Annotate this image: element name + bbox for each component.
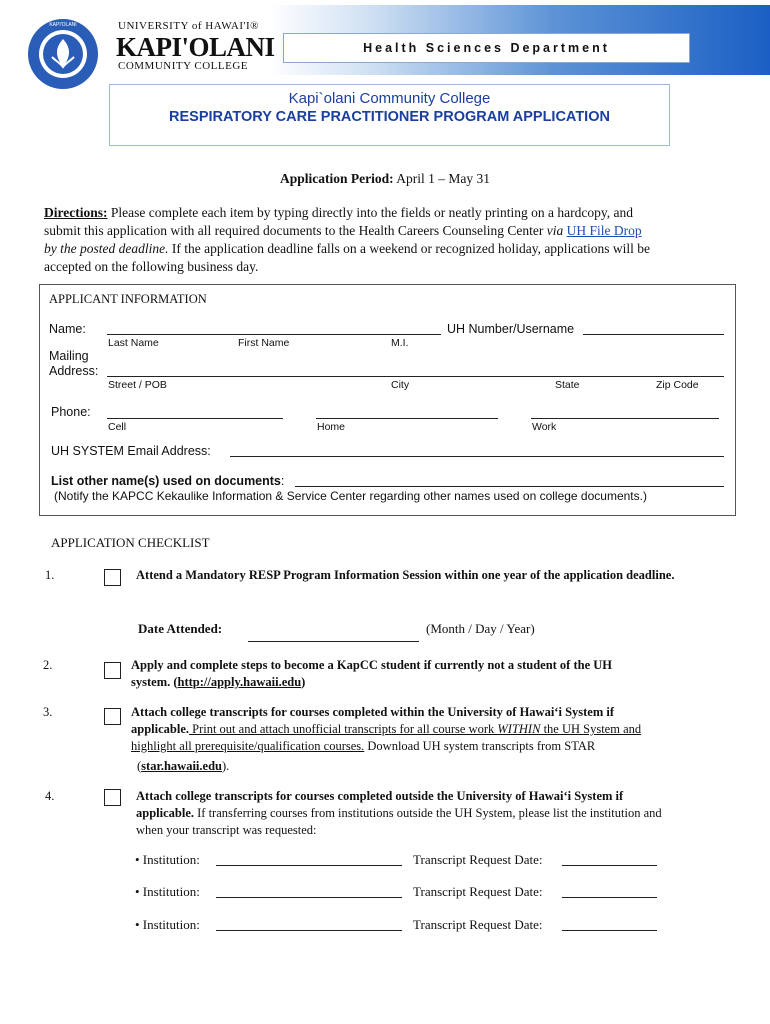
apply-hawaii-link[interactable]: http://apply.hawaii.edu (177, 675, 302, 689)
uh-file-drop-link[interactable]: UH File Drop (566, 223, 642, 238)
item1-text: Attend a Mandatory RESP Program Information Session within one year of the application deadline. (136, 568, 675, 582)
first-name-caption: First Name (238, 337, 290, 349)
item3-applicable: applicable. (131, 722, 189, 736)
item1-number: 1. (45, 568, 55, 582)
item4-applicable: applicable. (136, 806, 194, 820)
item3-line1: Attach college transcripts for courses completed within the University of Hawai‘i System if (131, 705, 615, 719)
checklist-heading: APPLICATION CHECKLIST (51, 535, 210, 550)
item2-number: 2. (43, 658, 53, 672)
svg-text:KAPI'OLANI: KAPI'OLANI (49, 22, 77, 28)
college-title: Kapi`olani Community College (288, 90, 491, 107)
item4-line2: If transferring courses from institutions outside the UH System, please list the institution and (194, 806, 662, 820)
item2-line2: system. ( (131, 675, 178, 689)
home-phone-field[interactable] (316, 418, 498, 419)
name-label: Name: (49, 322, 86, 336)
college-seal-icon (26, 17, 100, 91)
mi-caption: M.I. (391, 337, 409, 349)
college-subtitle: COMMUNITY COLLEGE (118, 60, 248, 72)
item3-paren-open: ( (137, 759, 142, 773)
email-field[interactable] (230, 456, 724, 457)
item4-text (136, 788, 662, 839)
item2-line2-end: ) (301, 675, 306, 689)
date-attended-label: Date Attended: (138, 621, 223, 636)
last-name-caption: Last Name (108, 337, 159, 349)
department-title: Health Sciences Department (283, 33, 690, 63)
other-names-text: List other name(s) used on documents (51, 474, 281, 488)
item4-checkbox[interactable] (104, 789, 121, 806)
email-label: UH SYSTEM Email Address: (51, 444, 211, 458)
item3-number: 3. (43, 705, 53, 719)
item3-checkbox[interactable] (104, 708, 121, 725)
item3-line3: highlight all prerequisite/qualification courses. (131, 739, 365, 753)
directions-deadline: by the posted deadline. (44, 241, 169, 256)
item4-line3: when your transcript was requested: (136, 823, 317, 837)
phone-label: Phone: (51, 405, 91, 419)
request-date-field-1[interactable] (562, 865, 657, 866)
period-label: Application Period: (279, 171, 394, 186)
directions-via: via (546, 223, 567, 238)
date-format-hint: (Month / Day / Year) (426, 621, 535, 636)
home-caption: Home (317, 421, 346, 433)
item3-line3-end: Download UH system transcripts from STAR (364, 739, 596, 753)
item4-number: 4. (45, 789, 55, 803)
date-attended-field[interactable] (248, 641, 419, 642)
mailing-label (49, 349, 98, 379)
uh-number-label: UH Number/Username (447, 322, 575, 336)
institution-label-1: • Institution: (135, 852, 200, 867)
other-names-field[interactable] (295, 486, 724, 487)
mailing-label-line2: Address: (49, 364, 99, 378)
college-name: KAPI'OLANI (116, 32, 275, 62)
item2-text (131, 657, 612, 691)
cell-phone-field[interactable] (107, 418, 283, 419)
title-box (109, 84, 670, 146)
mailing-address-field[interactable] (107, 376, 724, 377)
city-caption: City (391, 379, 410, 391)
institution-field-3[interactable] (216, 930, 402, 931)
state-caption: State (555, 379, 580, 391)
directions-label: Directions: (44, 205, 108, 220)
university-name: UNIVERSITY of HAWAI'I® (118, 20, 260, 32)
directions-line2: submit this application with all required documents to the Health Careers Counseling Center (44, 223, 547, 238)
request-date-label-3: Transcript Request Date: (413, 917, 543, 932)
institution-label-2: • Institution: (135, 884, 200, 899)
item3-within: WITHIN (497, 722, 541, 736)
star-hawaii-link[interactable]: star.hawaii.edu (141, 759, 222, 773)
institution-field-2[interactable] (216, 897, 402, 898)
request-date-label-1: Transcript Request Date: (413, 852, 543, 867)
cell-caption: Cell (108, 421, 127, 433)
directions-line3: If the application deadline falls on a weekend or recognized holiday, applications will be (168, 241, 651, 256)
item3-paren-close: ). (221, 759, 230, 773)
mailing-label-line1: Mailing (49, 349, 89, 363)
item2-checkbox[interactable] (104, 662, 121, 679)
uh-number-field[interactable] (583, 334, 724, 335)
request-date-field-3[interactable] (562, 930, 657, 931)
work-caption: Work (532, 421, 557, 433)
zip-caption: Zip Code (656, 379, 699, 391)
name-field[interactable] (107, 334, 441, 335)
directions (44, 204, 650, 276)
institution-field-1[interactable] (216, 865, 402, 866)
other-names-note: (Notify the KAPCC Kekaulike Information & Service Center regarding other names used on college documents.) (54, 489, 647, 503)
program-title: RESPIRATORY CARE PRACTITIONER PROGRAM APPLICATION (169, 109, 610, 125)
applicant-heading: APPLICANT INFORMATION (49, 292, 207, 306)
item3-line2: Print out and attach unofficial transcripts for all course work (189, 722, 498, 736)
item3-text (131, 704, 641, 775)
request-date-field-2[interactable] (562, 897, 657, 898)
item4-line1: Attach college transcripts for courses completed outside the University of Hawai‘i System if (136, 789, 624, 803)
work-phone-field[interactable] (531, 418, 719, 419)
street-caption: Street / POB (108, 379, 167, 391)
item3-line2-end: the UH System and (540, 722, 642, 736)
application-period (0, 171, 770, 187)
directions-line1: Please complete each item by typing directly into the fields or neatly printing on a hardcopy, and (110, 205, 633, 220)
directions-line4: accepted on the following business day. (44, 259, 259, 274)
institution-label-3: • Institution: (135, 917, 200, 932)
item2-line1: Apply and complete steps to become a KapCC student if currently not a student of the UH (131, 658, 613, 672)
other-names-label: List other name(s) used on documents: (51, 474, 285, 488)
request-date-label-2: Transcript Request Date: (413, 884, 543, 899)
item1-checkbox[interactable] (104, 569, 121, 586)
period-value: April 1 – May 31 (396, 171, 490, 186)
